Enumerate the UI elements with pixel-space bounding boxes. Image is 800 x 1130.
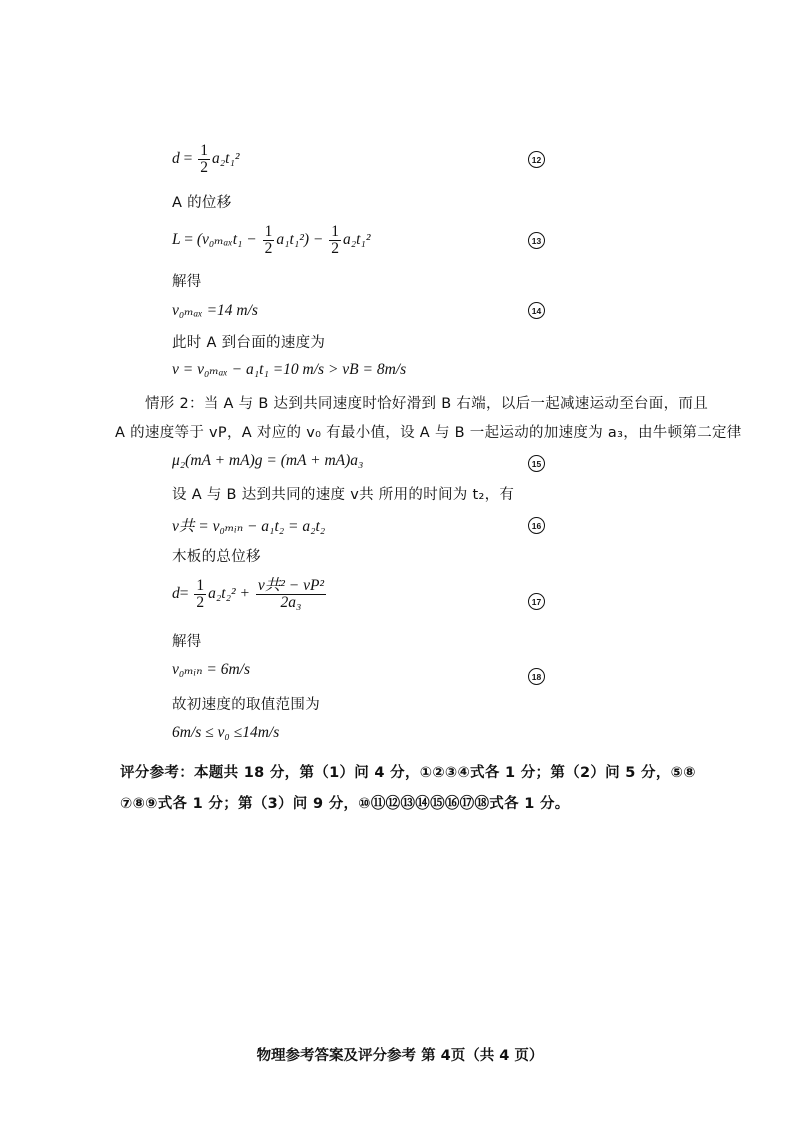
equation-marker-16: 16 <box>528 517 545 534</box>
label-solve-2: 解得 <box>172 634 202 650</box>
equation-marker-15: 15 <box>528 455 545 472</box>
label-solve-1: 解得 <box>172 274 202 290</box>
equation-marker-13: 13 <box>528 232 545 249</box>
equation-12: d = $\frac{1}{2}$ a₂t₁² <box>172 142 240 176</box>
equation-16: v共 = v₀ₘᵢₙ − a₁t₂ = a₂t₂ <box>172 518 326 535</box>
label-common-speed: 设 A 与 B 达到共同的速度 v共 所用的时间为 t₂，有 <box>172 487 515 503</box>
equation-range: 6m/s ≤ v₀ ≤14m/s <box>172 724 280 741</box>
page-footer: 物理参考答案及评分参考 第 4页（共 4 页） <box>256 1048 544 1064</box>
equation-marker-17: 17 <box>528 593 545 610</box>
equation-marker-14: 14 <box>528 302 545 319</box>
case2-line-1: 情形 2：当 A 与 B 达到共同速度时恰好滑到 B 右端，以后一起减速运动至台面，而且 <box>145 396 708 412</box>
label-board-displacement: 木板的总位移 <box>172 549 261 565</box>
equation-marker-18: 18 <box>528 668 545 685</box>
equation-17: d= $\frac{1}{2}$ a₂t₂² + $\frac{\text{v共² − vP²}}{\text{2a₃}}$ <box>172 577 325 611</box>
label-speed-at-table: 此时 A 到台面的速度为 <box>172 335 326 351</box>
equation-speed: v = v₀ₘₐₓ − a₁t₁ =10 m/s > vB = 8m/s <box>172 361 407 378</box>
equation-15: μ₂(mA + mA)g = (mA + mA)a₃ <box>172 452 364 469</box>
label-range: 故初速度的取值范围为 <box>172 697 320 713</box>
equation-18: v₀ₘᵢₙ = 6m/s <box>172 661 250 678</box>
label-a-displacement: A 的位移 <box>172 195 232 211</box>
equation-13: L = (v₀ₘₐₓt₁ − $\frac{1}{2}$ a₁t₁²) − $\frac{1}{2}$ a₂t₁² <box>172 223 371 257</box>
scoring-line-1: 评分参考：本题共 18 分，第（1）问 4 分，①②③④式各 1 分；第（2）问 5 分，⑤⑧ <box>120 765 696 781</box>
equation-marker-12: 12 <box>528 151 545 168</box>
scoring-line-2: ⑦⑧⑨式各 1 分；第（3）问 9 分，⑩⑪⑫⑬⑭⑮⑯⑰⑱式各 1 分。 <box>120 796 570 812</box>
equation-14: v₀ₘₐₓ =14 m/s <box>172 302 258 319</box>
case2-line-2: A 的速度等于 vP，A 对应的 v₀ 有最小值，设 A 与 B 一起运动的加速度为 a₃，由牛顿第二定律 <box>115 425 742 441</box>
